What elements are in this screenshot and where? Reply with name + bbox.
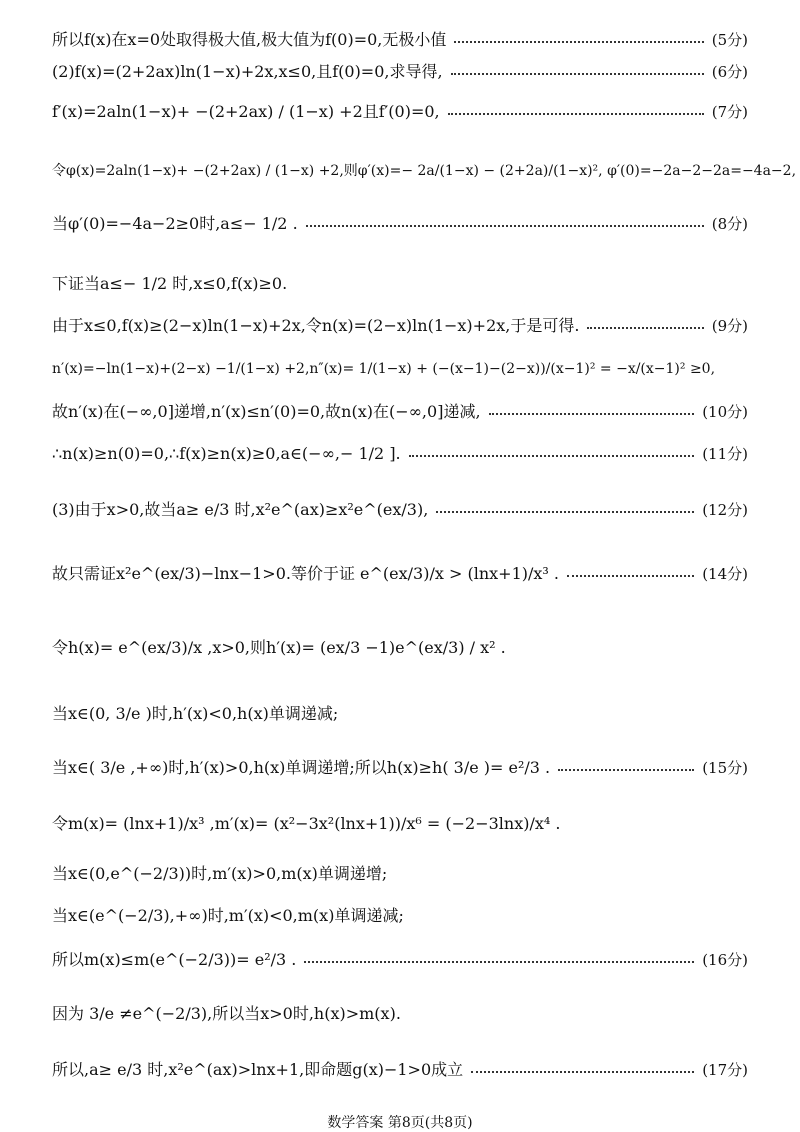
solution-line-14 (52, 706, 748, 722)
solution-line-10 (52, 446, 748, 462)
solution-line-1 (52, 32, 748, 48)
solution-line-15 (52, 760, 748, 776)
line-text: 下证当a≤− 1/2 时,x≤0,f(x)≥0. (52, 274, 288, 293)
line-text: ∴n(x)≥n(0)=0,∴f(x)≥n(x)≥0,a∈(−∞,− 1/2 ]. (52, 444, 401, 463)
dotted-leader (489, 413, 695, 415)
score-points: (16分) (702, 950, 748, 969)
score-points: (14分) (702, 564, 748, 583)
solution-line-17 (52, 866, 748, 882)
score-points: (8分) (711, 214, 748, 233)
line-text: 由于x≤0,f(x)≥(2−x)ln(1−x)+2x,令n(x)=(2−x)ln(1−x)+2x,于是可得. (52, 316, 580, 335)
dotted-leader (409, 455, 695, 457)
line-text: 当x∈(0, 3/e )时,h′(x)<0,h(x)单调递减; (52, 704, 339, 723)
line-text: 所以m(x)≤m(e^(−2/3))= e²/3 . (52, 950, 297, 969)
dotted-leader (304, 961, 694, 963)
solution-line-13 (52, 640, 748, 656)
line-text: 所以f(x)在x=0处取得极大值,极大值为f(0)=0,无极小值 (52, 30, 447, 49)
line-text: 所以,a≥ e/3 时,x²e^(ax)>lnx+1,即命题g(x)−1>0成立 (52, 1060, 464, 1079)
score-points: (10分) (702, 402, 748, 421)
solution-line-18 (52, 908, 748, 924)
solution-line-20 (52, 1006, 748, 1022)
line-text: 当x∈(0,e^(−2/3))时,m′(x)>0,m(x)单调递增; (52, 864, 388, 883)
line-text: 故只需证x²e^(ex/3)−lnx−1>0.等价于证 e^(ex/3)/x > (lnx+1)/x³ . (52, 564, 559, 583)
dotted-leader (471, 1071, 694, 1073)
solution-line-9 (52, 404, 748, 420)
score-points: (7分) (711, 102, 748, 121)
solution-line-5 (52, 216, 748, 232)
solution-line-2 (52, 64, 748, 80)
solution-line-16 (52, 816, 748, 832)
solution-line-11 (52, 502, 748, 518)
line-text: 令m(x)= (lnx+1)/x³ ,m′(x)= (x²−3x²(lnx+1))/x⁶ = (−2−3lnx)/x⁴ . (52, 814, 561, 833)
solution-line-19 (52, 952, 748, 968)
dotted-leader (454, 41, 703, 43)
dotted-leader (306, 225, 704, 227)
dotted-leader (451, 73, 704, 75)
line-text: 令φ(x)=2aln(1−x)+ −(2+2ax) / (1−x) +2,则φ′(x)=− 2a/(1−x) − (2+2a)/(1−x)², φ′(0)=−2a−2−2a=−4a−2, (52, 163, 797, 179)
line-text: 当φ′(0)=−4a−2≥0时,a≤− 1/2 . (52, 214, 298, 233)
line-text: 令h(x)= e^(ex/3)/x ,x>0,则h′(x)= (ex/3 −1)e^(ex/3) / x² . (52, 638, 506, 657)
line-text: 当x∈( 3/e ,+∞)时,h′(x)>0,h(x)单调递增;所以h(x)≥h( 3/e )= e²/3 . (52, 758, 551, 777)
solution-line-12 (52, 566, 748, 582)
page-footer: 数学答案 第8页(共8页) (327, 1115, 473, 1131)
line-text: 故n′(x)在(−∞,0]递增,n′(x)≤n′(0)=0,故n(x)在(−∞,0]递减, (52, 402, 481, 421)
solution-line-7 (52, 318, 748, 334)
line-text: 当x∈(e^(−2/3),+∞)时,m′(x)<0,m(x)单调递减; (52, 906, 404, 925)
dotted-leader (436, 511, 694, 513)
score-points: (17分) (702, 1060, 748, 1079)
dotted-leader (567, 575, 694, 577)
dotted-leader (587, 327, 703, 329)
solution-line-3 (52, 104, 748, 120)
score-points: (15分) (702, 758, 748, 777)
score-points: (9分) (711, 316, 748, 335)
score-points: (6分) (711, 62, 748, 81)
score-points: (12分) (702, 500, 748, 519)
dotted-leader (448, 113, 704, 115)
line-text: n′(x)=−ln(1−x)+(2−x) −1/(1−x) +2,n″(x)= 1/(1−x) + (−(x−1)−(2−x))/(x−1)² = −x/(x−1)² ≥0, (52, 361, 716, 377)
line-text: 因为 3/e ≠e^(−2/3),所以当x>0时,h(x)>m(x). (52, 1004, 401, 1023)
solution-line-6 (52, 276, 748, 292)
line-text: f′(x)=2aln(1−x)+ −(2+2ax) / (1−x) +2且f′(0)=0, (52, 102, 440, 121)
solution-line-8 (52, 362, 748, 376)
score-points: (5分) (711, 30, 748, 49)
score-points: (11分) (702, 444, 748, 463)
line-text: (3)由于x>0,故当a≥ e/3 时,x²e^(ax)≥x²e^(ex/3), (52, 500, 429, 519)
solution-line-21 (52, 1062, 748, 1078)
dotted-leader (558, 769, 694, 771)
solution-line-4 (52, 163, 797, 179)
line-text: (2)f(x)=(2+2ax)ln(1−x)+2x,x≤0,且f(0)=0,求导得, (52, 62, 443, 81)
